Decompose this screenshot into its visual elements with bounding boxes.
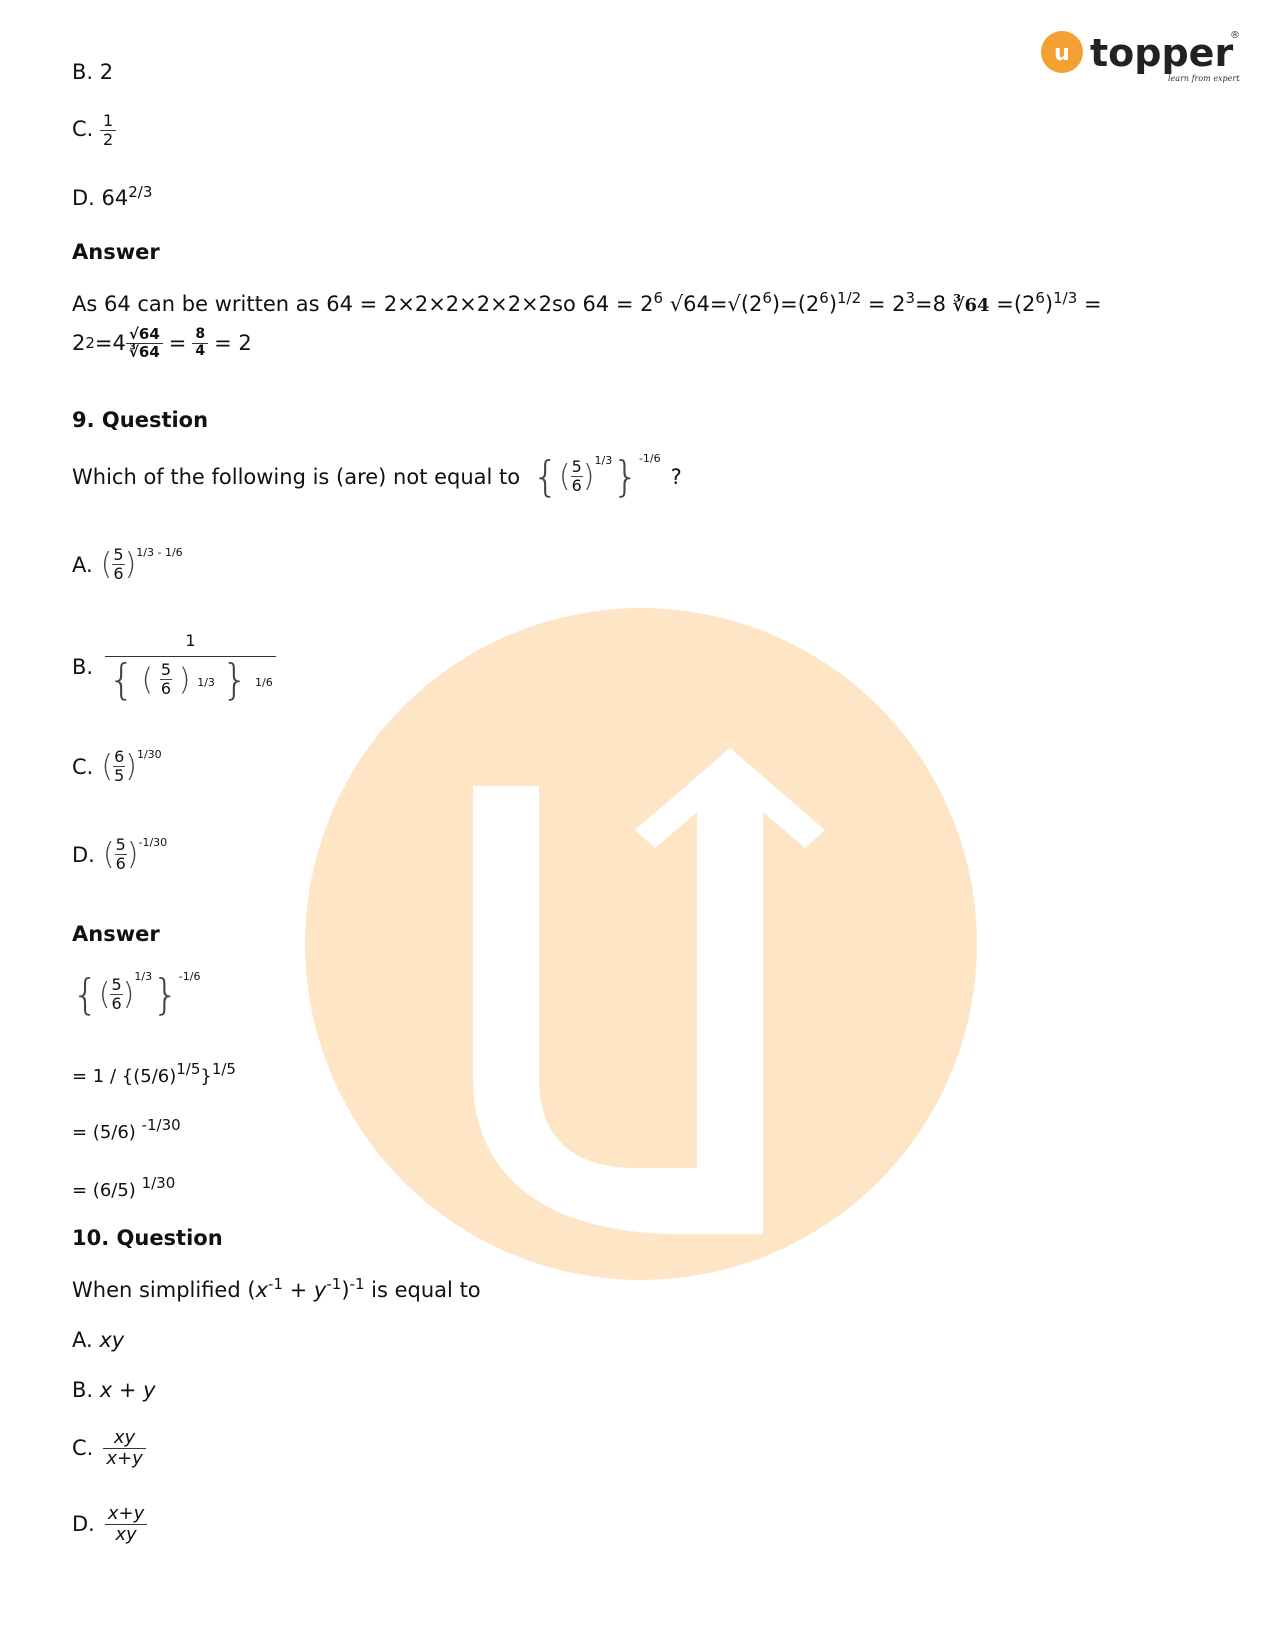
q9-stem — [72, 452, 682, 501]
numerator: 1 — [100, 112, 116, 131]
q9-answer-heading: Answer — [72, 922, 160, 946]
denominator: 6 — [111, 994, 122, 1013]
exponent: 1/3 — [594, 454, 613, 467]
numerator: 8 — [192, 327, 208, 343]
paren-open: ( — [558, 459, 571, 494]
option-label: B. — [72, 1378, 94, 1402]
denominator: x+y — [106, 1447, 143, 1469]
q10-option-d — [72, 1504, 147, 1545]
paren-close: ) — [126, 837, 139, 873]
brace-open: { — [108, 654, 135, 704]
fraction — [571, 458, 583, 496]
logo-tagline: learn from experts — [1168, 74, 1240, 83]
registered-mark: ® — [1230, 30, 1240, 41]
q9-step-2 — [72, 1115, 181, 1143]
numerator: √64 — [126, 326, 163, 344]
q10-option-c — [72, 1428, 146, 1469]
text: As 64 can be written as 64 = 2×2×2×2×2×2so 64 = 2 — [72, 292, 654, 316]
q9-step-3 — [72, 1173, 176, 1201]
fraction — [115, 836, 127, 874]
fraction — [192, 327, 208, 359]
text: =(2 — [989, 292, 1036, 316]
paren-close: ) — [124, 547, 137, 583]
paren-close: ) — [582, 459, 595, 494]
exponent: -1 — [268, 1274, 283, 1293]
text: )=(2 — [771, 292, 820, 316]
variable-x: x — [255, 1278, 268, 1302]
text: = 2 — [214, 331, 252, 355]
q10-heading: 10. Question — [72, 1226, 223, 1250]
option-label: A. — [72, 1328, 93, 1352]
option-value: xy — [99, 1328, 125, 1352]
topper-watermark-logo — [305, 608, 977, 1280]
option-label: C. — [72, 1436, 94, 1461]
exponent: -1/30 — [141, 1115, 181, 1134]
q8-option-d — [72, 182, 153, 210]
exponent: 2/3 — [128, 182, 153, 201]
denominator — [105, 654, 276, 704]
topper-logo-icon — [1040, 26, 1240, 92]
option-label: C. — [72, 117, 94, 142]
numerator: 5 — [115, 835, 126, 854]
logo-wordmark: topper — [1090, 31, 1234, 75]
text: 2 — [72, 331, 86, 355]
paren-open: ( — [101, 749, 114, 785]
exponent: 6 — [819, 288, 829, 307]
option-value: x + y — [99, 1378, 156, 1402]
fraction — [105, 632, 276, 703]
numerator: 5 — [571, 456, 582, 476]
exponent: 1/3 - 1/6 — [136, 546, 183, 559]
exponent: 1/5 — [176, 1059, 201, 1078]
text: ) — [341, 1278, 350, 1302]
exponent: -1/30 — [138, 836, 168, 849]
exponent: -1 — [349, 1274, 365, 1293]
stem-text: Which of the following is (are) not equal to — [72, 464, 521, 489]
q9-option-c — [72, 748, 162, 786]
q8-answer-line-1 — [72, 288, 1102, 316]
q10-option-b — [72, 1378, 156, 1402]
text: = (5/6) — [72, 1122, 136, 1143]
numerator: 5 — [111, 974, 122, 994]
option-label: A. — [72, 552, 93, 577]
paren-close: ) — [178, 662, 191, 698]
denominator: xy — [115, 1523, 137, 1545]
brace-close: } — [221, 654, 249, 704]
text: = 2 — [861, 292, 906, 316]
numerator: 1 — [105, 632, 276, 657]
text: When simplified ( — [72, 1278, 256, 1302]
fraction — [105, 1504, 147, 1545]
q8-answer-heading: Answer — [72, 240, 160, 264]
fraction — [110, 976, 122, 1014]
q10-stem — [72, 1274, 481, 1302]
paren-close: ) — [125, 749, 137, 785]
expression — [532, 452, 660, 501]
exponent: -1/6 — [178, 970, 201, 983]
fraction — [103, 1428, 145, 1469]
exponent: 1/6 — [255, 675, 273, 689]
exponent: -1 — [326, 1274, 342, 1293]
denominator: 5 — [114, 766, 125, 786]
text: } — [200, 1066, 212, 1087]
denominator: 6 — [113, 564, 124, 584]
denominator: 6 — [160, 679, 172, 699]
q9-step-1 — [72, 1059, 236, 1087]
denominator: 2 — [103, 129, 114, 149]
denominator: ∛64 — [128, 342, 160, 361]
exponent: 3 — [905, 288, 916, 307]
fraction — [126, 326, 163, 360]
option-label: D. — [72, 842, 95, 867]
text: = 1 / {(5/6) — [72, 1066, 177, 1087]
text: ) — [1044, 292, 1054, 316]
text: ) — [828, 292, 838, 316]
text: = (6/5) — [72, 1180, 136, 1201]
text: = — [1077, 292, 1102, 316]
exponent: 1/3 — [134, 970, 153, 983]
option-text: D. 64 — [72, 186, 129, 210]
option-label: C. — [72, 754, 94, 779]
paren-open: ( — [98, 977, 111, 1012]
svg-text:u: u — [1054, 41, 1070, 66]
question-mark: ? — [670, 464, 682, 489]
q9-answer-expression — [72, 970, 200, 1019]
q9-heading: 9. Question — [72, 408, 209, 432]
text: =4 — [94, 331, 126, 355]
exponent: 6 — [653, 288, 664, 307]
text: is equal to — [364, 1278, 481, 1302]
fraction — [112, 546, 124, 584]
exponent: 1/5 — [211, 1059, 236, 1078]
paren-open: ( — [102, 837, 115, 873]
cube-root: ∛64 — [952, 295, 990, 316]
paren-open: ( — [141, 662, 154, 698]
exponent: 1/3 — [197, 675, 215, 689]
numerator: 6 — [114, 747, 125, 766]
text: √64=√(2 — [663, 292, 763, 316]
numerator: x+y — [105, 1504, 147, 1525]
brace-open: { — [72, 970, 99, 1019]
paren-open: ( — [100, 547, 113, 583]
numerator: 5 — [113, 545, 124, 564]
denominator: 6 — [571, 476, 582, 495]
equals: = — [168, 331, 187, 355]
denominator: 6 — [115, 854, 126, 874]
denominator: 4 — [195, 342, 206, 359]
q9-option-b — [72, 632, 276, 703]
option-label: B. — [72, 655, 94, 680]
exponent: 1/30 — [136, 748, 162, 761]
exponent: -1/6 — [638, 452, 661, 465]
variable-y: y — [313, 1278, 327, 1302]
q9-option-a — [72, 546, 183, 584]
exponent: 1/30 — [141, 1173, 176, 1192]
fraction — [113, 748, 125, 786]
numerator: 5 — [160, 659, 172, 679]
text: + — [282, 1278, 314, 1302]
q9-option-d — [72, 836, 167, 874]
brace-close: } — [612, 452, 639, 501]
option-label: D. — [72, 1512, 95, 1537]
exponent: 6 — [1035, 288, 1045, 307]
text: =8 — [915, 292, 953, 316]
exponent: 1/2 — [837, 288, 862, 307]
brace-close: } — [152, 970, 179, 1019]
fraction — [160, 661, 172, 699]
paren-close: ) — [122, 977, 135, 1012]
topper-logo — [1040, 26, 1240, 92]
exponent: 1/3 — [1053, 288, 1078, 307]
q10-option-a — [72, 1328, 124, 1352]
q8-option-b: B. 2 — [72, 60, 114, 84]
exponent: 6 — [762, 288, 772, 307]
q8-answer-line-2: 2 2 =4 $\frac{√64}{∛64}$ = $\frac{8}{4}$ = 2 — [72, 325, 252, 361]
numerator: xy — [103, 1428, 145, 1449]
brace-open: { — [532, 452, 559, 501]
q8-option-c — [72, 112, 116, 148]
fraction — [100, 112, 116, 148]
